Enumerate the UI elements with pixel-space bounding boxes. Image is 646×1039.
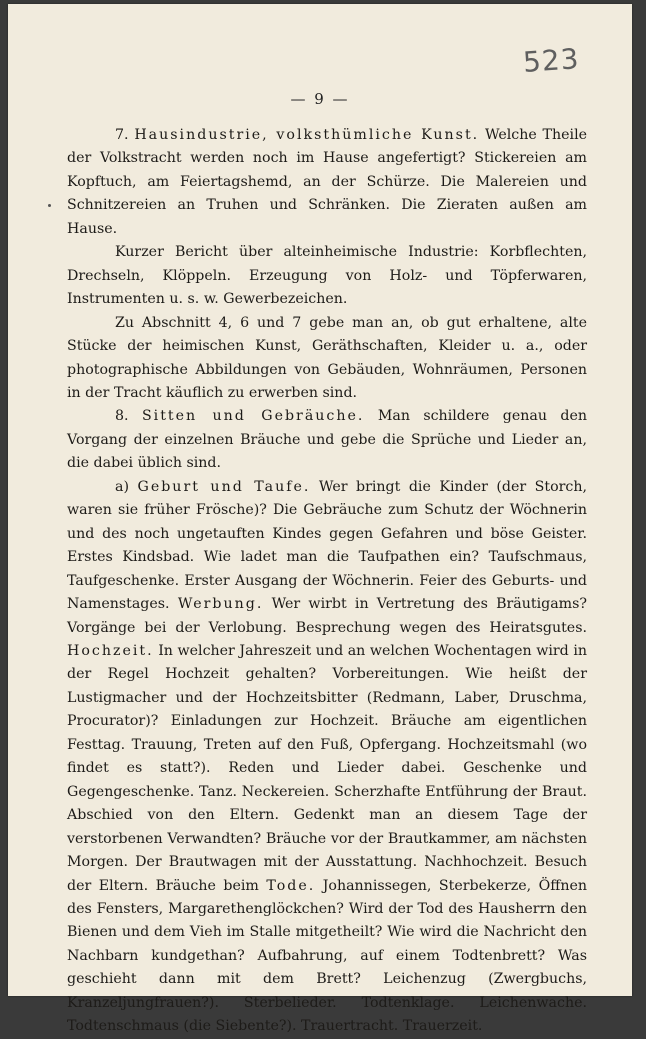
section-heading: Sitten und Gebräuche.: [141, 408, 365, 425]
paragraph-text: Wer wirbt in Vertretung des Bräutigams? Vorgänge bei der Verlobung. Besprechung wegen des Heiratsgutes.: [67, 596, 587, 636]
handwritten-folio-number: 523: [521, 42, 581, 79]
section-heading: Hausindustrie, volksthümliche Kunst.: [134, 127, 480, 143]
paragraph-text: Wer bringt die Kinder (der Storch, waren sie früher Frösche)? Die Gebräuche zum Schutz der Wöchnerin und des noch ungetauften Kindes gegen Gefahren und böse Geister. Erstes Kindsbad. Wie ladet man die Taufpathen ein? Taufschmaus, Taufgeschenke. Erster Ausgang der Wöchnerin. Feier des Geburts- und Namenstages.: [67, 478, 588, 613]
subsection-heading: Hochzeit.: [67, 642, 154, 659]
subsection-label: a): [115, 478, 129, 495]
paragraph-geburt: [67, 476, 587, 1039]
subsection-heading: Tode.: [266, 877, 316, 894]
subsection-heading: Werbung.: [177, 596, 264, 613]
paragraph-abschnitt: [67, 312, 587, 406]
paragraph-industrie: [67, 241, 587, 311]
margin-mark: [48, 204, 51, 207]
subsection-heading: Geburt und Taufe.: [137, 478, 311, 495]
paragraph-text: Kurzer Bericht über alteinheimische Industrie: Korbflechten, Drechseln, Klöppeln. Erzeugung von Holz- und Töpferwaren, Instrumenten u. s. w. Gewerbezeichen.: [67, 244, 587, 308]
page-number: — 9 —: [290, 90, 350, 108]
paragraph-text: Zu Abschnitt 4, 6 und 7 gebe man an, ob gut erhaltene, alte Stücke der heimischen Kunst, Geräthschaften, Kleider u. a., oder photographische Abbildungen von Gebäuden, Wohnräumen, Personen in der Tracht käuflich zu erwerben sind.: [67, 314, 587, 401]
section-number: 8.: [115, 408, 129, 425]
section-number: 7.: [115, 127, 129, 143]
body-text: [67, 124, 587, 1039]
paragraph-sitten: [67, 405, 587, 475]
paragraph-text: Man schildere genau den Vorgang der einzelnen Bräuche und gebe die Sprüche und Lieder an, die dabei üblich sind.: [67, 408, 588, 472]
paragraph-text: In welcher Jahreszeit und an welchen Wochentagen wird in der Regel Hochzeit gehalten? Vorbereitungen. Wie heißt der Lustigmacher und der Hochzeitsbitter (Redmann, Laber, Druschma, Procurator)? Einladungen zur Hochzeit. Bräuche am eigentlichen Festtag. Trauung, Treten auf den Fuß, Opfergang. Hochzeitsmahl (wo findet es statt?). Reden und Lieder dabei. Geschenke und Gegengeschenke. Tanz. Neckereien. Scherzhafte Entführung der Braut. Abschied von den Eltern. Gedenkt man an diesem Tage der verstorbenen Verwandten? Bräuche vor der Brautkammer, am nächsten Morgen. Der Brautwagen mit der Ausstattung. Nachhochzeit. Besuch der Eltern. Bräuche beim: [67, 642, 587, 894]
paragraph-text: Johannissegen, Sterbekerze, Öffnen des Fensters, Margarethenglöckchen? Wird der Tod des Hausherrn den Bienen und dem Vieh im Stalle mitgetheilt? Wie wird die Nachricht den Nachbarn kundgethan? Aufbahrung, auf einem Todtenbrett? Was geschieht dann mit dem Brett? Leichenzug (Zwergbuchs, Kranzeljungfrauen?). Sterbelieder. Todtenklage. Leichenwache. Todtenschmaus (die Siebente?). Trauertracht. Trauerzeit.: [67, 877, 588, 1035]
page-sheet: [8, 4, 632, 1035]
paragraph-hausindustrie: [67, 124, 587, 241]
paragraph-text: Welche Theile der Volkstracht werden noch im Hause angefertigt? Stickereien am Kopftuch, am Feiertagshemd, an der Schürze. Die Malereien und Schnitzereien an Truhen und Schränken. Die Zieraten außen am Hause.: [67, 127, 588, 237]
